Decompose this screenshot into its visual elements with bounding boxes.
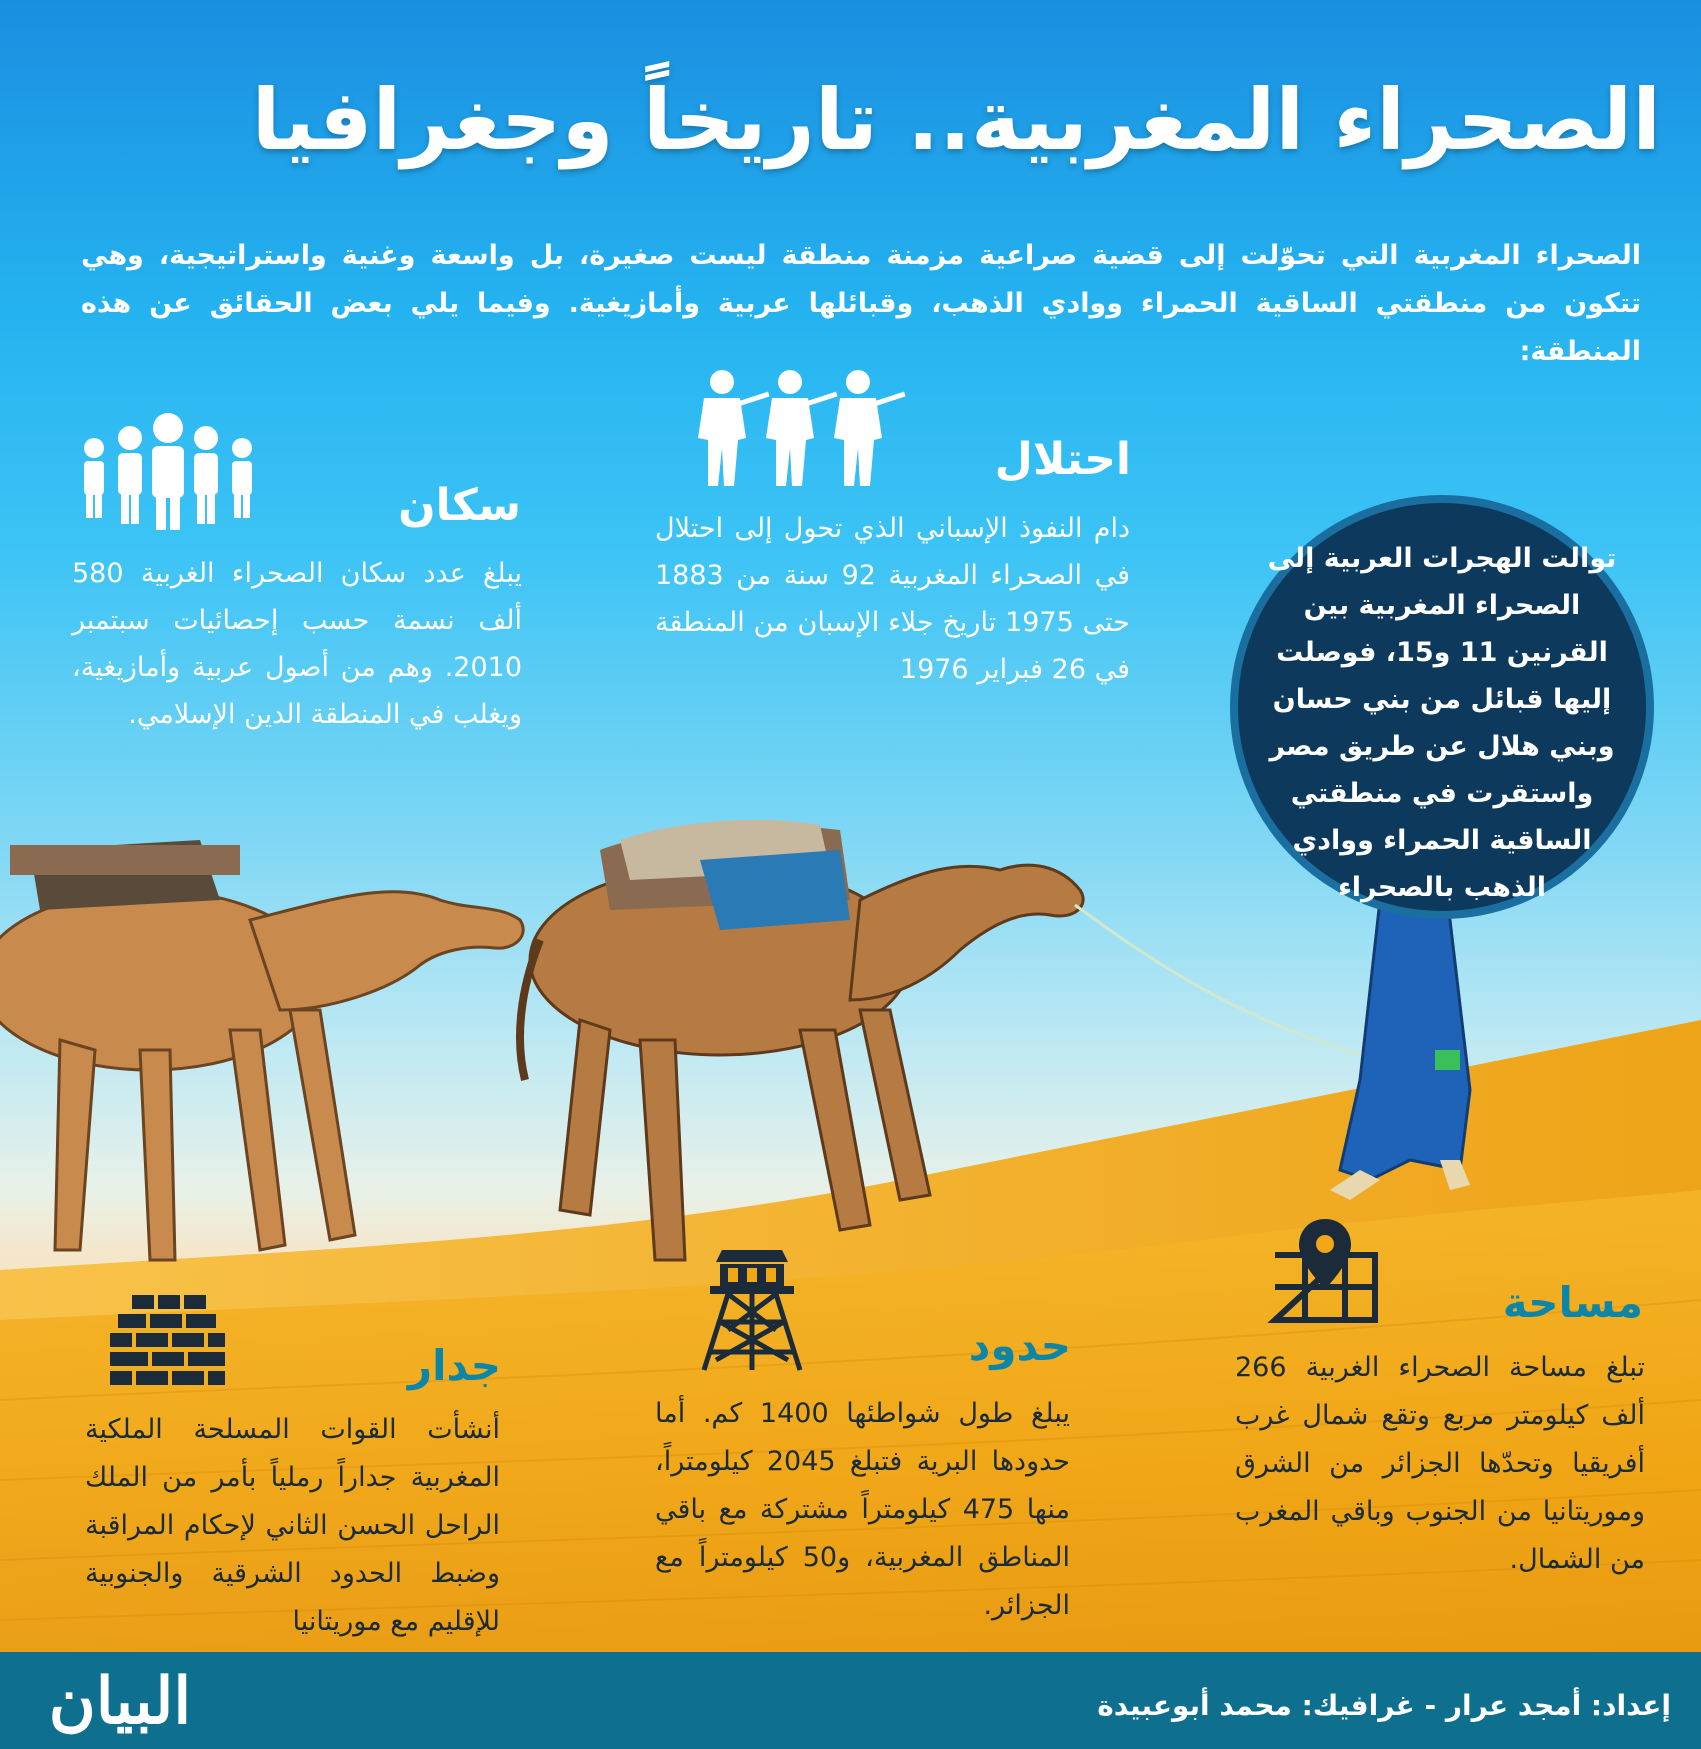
camel-left-saddle <box>10 840 240 910</box>
albayan-logo: البيان <box>48 1664 192 1739</box>
occupation-heading: احتلال <box>994 434 1131 485</box>
lead-rope <box>1075 905 1400 1065</box>
intro-paragraph: الصحراء المغربية التي تحوّلت إلى قضية صراعية مزمنة منطقة ليست صغيرة، بل واسعة وغنية واستراتيجية، وهي تتكون من منطقتي الساقية الحمراء ووادي الذهب، وقبائلها عربية وأمازيغية. وفيما يلي بعض الحقائق عن هذه المنطقة: <box>81 240 1641 367</box>
borders-body: يبلغ طول شواطئها 1400 كم. أما حدودها البرية فتبلغ 2045 كيلومتراً، منها 475 كيلومتراً مشتركة مع باقي المناطق المغربية، و50 كيلومتراً مع الجزائر. <box>655 1398 1070 1621</box>
population-heading: سكان <box>398 480 521 531</box>
borders-heading: حدود <box>968 1321 1071 1370</box>
page-title: الصحراء المغربية.. تاريخاً وجغرافيا <box>251 71 1661 169</box>
footer-credits: إعداد: أمجد عرار - غرافيك: محمد أبوعبيدة <box>1097 1689 1671 1722</box>
area-heading: مساحة <box>1502 1278 1643 1327</box>
population-body: يبلغ عدد سكان الصحراء الغربية 580 ألف نسمة حسب إحصائيات سبتمبر 2010. وهم من أصول عربية وأمازيغية، ويغلب في المنطقة الدين الإسلامي. <box>72 558 522 730</box>
occupation-body: دام النفوذ الإسباني الذي تحول إلى احتلال في الصحراء المغربية 92 سنة من 1883 حتى 1975 تاريخ جلاء الإسبان من المنطقة في 26 فبراير 1976 <box>655 513 1130 685</box>
camel-middle <box>520 865 1083 1260</box>
migrations-body: توالت الهجرات العربية إلى الصحراء المغربية بين القرنين 11 و15، فوصلت إليها قبائل من بني حسان وبني هلال عن طريق مصر واستقرت في منطقتي الساقية الحمراء ووادي الذهب بالصحراء <box>1267 543 1617 903</box>
wall-heading: جدار <box>407 1341 501 1390</box>
wall-body: أنشأت القوات المسلحة الملكية المغربية جداراً رملياً بأمر من الملك الراحل الحسن الثاني لإحكام المراقبة وضبط الحدود الشرقية والجنوبية للإقليم مع موريتانيا <box>85 1414 500 1637</box>
area-body: تبلغ مساحة الصحراء الغربية 266 ألف كيلومتر مربع وتقع شمال غرب أفريقيا وتحدّها الجزائر من الشرق وموريتانيا من الجنوب وباقي المغرب من الشمال. <box>1235 1352 1645 1575</box>
camel-left <box>0 890 523 1260</box>
